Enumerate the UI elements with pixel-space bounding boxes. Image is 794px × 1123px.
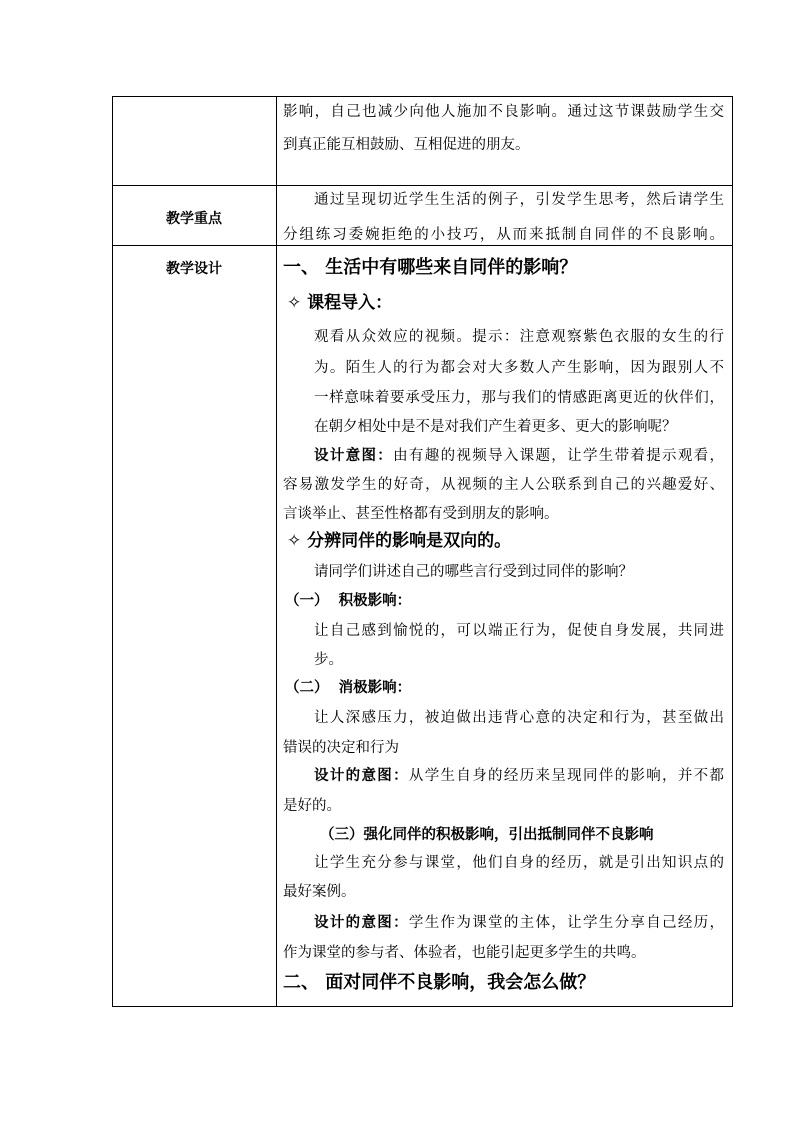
intent-line: 是好的。 (283, 798, 341, 814)
table-border-bottom (112, 1006, 733, 1007)
intent-line (314, 767, 724, 785)
table-border-top (112, 96, 733, 97)
intro-line: 观看从众效应的视频。提示：注意观察紫色衣服的女生的行 (314, 329, 724, 345)
intro-line: 一样意味着要承受压力，那与我们的情感距离更近的伙伴们， (314, 390, 724, 406)
intent-line (314, 914, 724, 932)
intent-line (314, 447, 724, 465)
intent-text: 学生作为课堂的主体，让学生分享自己经历， (408, 915, 725, 931)
design-label: 教学设计 (166, 261, 222, 277)
third-line: 最好案例。 (283, 884, 356, 900)
item-title: 消极影响： (338, 680, 412, 696)
intro-line: 为。陌生人的行为都会对大多数人产生影响，因为跟别人不 (314, 360, 724, 376)
key-points-line: 分组练习委婉拒绝的小技巧，从而来抵制自同伴的不良影响。 (283, 227, 724, 243)
diamond-bullet-icon: ✧ (287, 293, 302, 313)
item-number: （一） (285, 593, 329, 609)
item-title: 积极影响： (338, 593, 412, 609)
key-points-line: 通过呈现切近学生生活的例子，引发学生思考，然后请学生 (314, 192, 724, 208)
intro-line: 在朝夕相处中是不是对我们产生着更多、更大的影响呢？ (314, 419, 677, 435)
row-divider (112, 245, 733, 246)
subsection-two-way (287, 532, 511, 550)
negative-line: 让人深感压力，被迫做出违背心意的决定和行为，甚至做出 (314, 710, 724, 726)
intent-line: 容易激发学生的好奇，从视频的主人公联系到自己的兴趣爱好、 (283, 477, 724, 493)
row-divider (112, 185, 733, 186)
subsection-title: 分辨同伴的影响是双向的。 (307, 531, 512, 551)
table-border-left (112, 96, 113, 1007)
table-border-right (732, 96, 733, 1007)
key-points-label: 教学重点 (166, 211, 222, 227)
objective-line: 影响，自己也减少向他人施加不良影响。通过这节课鼓励学生交 (283, 104, 724, 120)
positive-heading (285, 592, 411, 610)
section-heading-2: 二、 面对同伴不良影响，我会怎么做？ (283, 972, 596, 993)
objective-line: 到真正能互相鼓励、互相促进的朋友。 (283, 137, 530, 153)
third-heading: （三）强化同伴的积极影响，引出抵制同伴不良影响 (320, 827, 654, 843)
question-line: 请同学们讲述自己的哪些言行受到过同伴的影响？ (314, 564, 633, 580)
section-heading-1: 一、 生活中有哪些来自同伴的影响？ (283, 257, 578, 278)
intent-label: 设计的意图： (314, 915, 409, 931)
item-number: （二） (285, 680, 329, 696)
intent-label: 设计的意图： (314, 768, 409, 784)
subsection-course-intro (287, 294, 392, 312)
positive-line: 步。 (314, 652, 343, 668)
intent-text: 从学生自身的经历来呈现同伴的影响，并不都 (408, 768, 725, 784)
column-divider (276, 96, 277, 1007)
intent-line: 作为课堂的参与者、体验者，也能引起更多学生的共鸣。 (283, 945, 646, 961)
negative-line: 错误的决定和行为 (283, 740, 399, 756)
negative-heading (285, 679, 411, 697)
diamond-bullet-icon: ✧ (287, 531, 302, 551)
third-line: 让学生充分参与课堂，他们自身的经历，就是引出知识点的 (314, 855, 724, 871)
subsection-title: 课程导入： (307, 293, 393, 313)
intent-label: 设计意图： (314, 448, 394, 464)
positive-line: 让自己感到愉悦的，可以端正行为，促使自身发展，共同进 (314, 623, 724, 639)
intent-text: 由有趣的视频导入课题，让学生带着提示观看， (393, 448, 725, 464)
intent-line: 言谈举止、甚至性格都有受到朋友的影响。 (283, 506, 559, 522)
